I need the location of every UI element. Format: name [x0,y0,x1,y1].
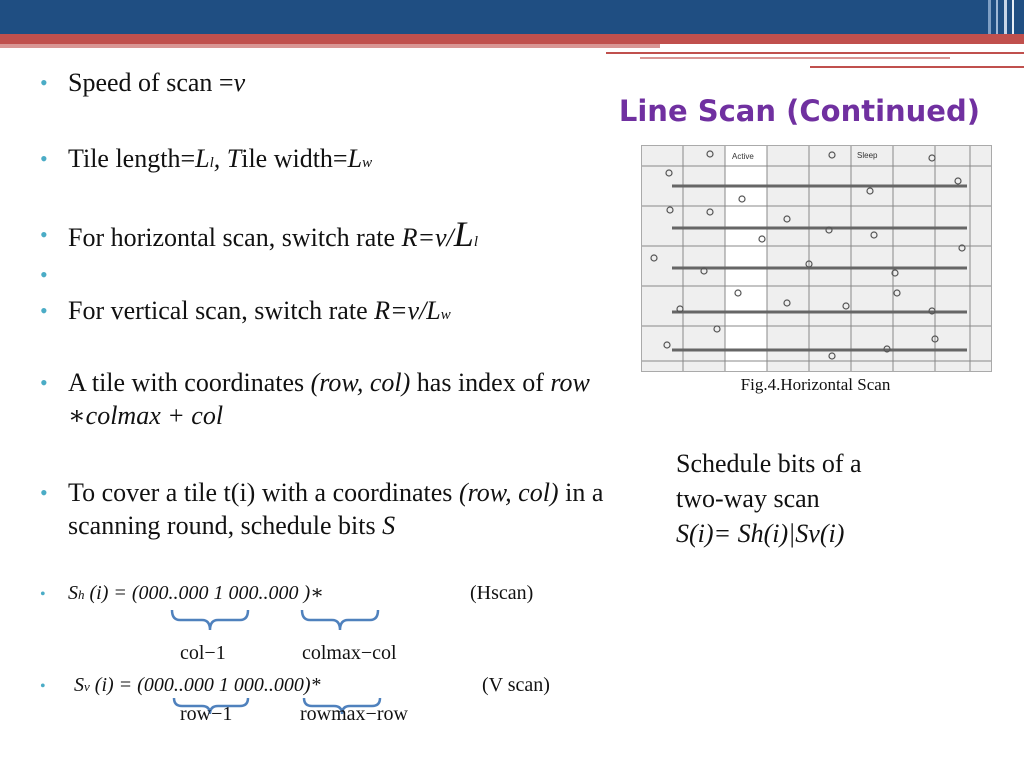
bullet-dot: • [40,146,48,171]
schedule-formula: S(i)= Sh(i)|Sv(i) [676,519,845,548]
formula-tag: (V scan) [482,674,550,696]
active-column [725,146,767,371]
bullet-text: To cover a tile t(i) with a coordinates [68,478,459,507]
figure-caption: Fig.4.Horizontal Scan [740,375,891,394]
bullet-subscript: l [209,155,214,171]
bullet-italic: L [195,144,210,173]
formula-symbol: S [68,582,78,604]
figure-sleep-label: Sleep [857,151,878,160]
label-col-minus-1: col−1 [180,642,226,664]
bullet-text: has index of [410,368,551,397]
schedule-line-2: two-way scan [676,484,820,513]
figure-active-label: Active [732,152,754,161]
label-row-minus-1: row−1 [180,703,233,725]
brace-colmax [302,610,378,630]
formula-expression: (i) = (000..000 1 000..000)* [89,674,321,696]
bullet-text: For vertical scan, switch rate [68,296,375,325]
bullet-subscript: l [473,234,478,250]
bullet-italic: (row, col) [310,368,411,397]
grid-lines [642,146,991,371]
bullet-text: in a scanning round, schedule bits [68,478,604,540]
slide-title: Line Scan (Continued) [618,94,980,128]
bullet-subscript: w [440,307,451,323]
bullet-dot: • [40,298,48,323]
scan-lines [672,186,967,350]
bullet-dot: • [40,586,46,603]
label-rowmax-minus-row: rowmax−row [300,703,408,725]
bullet-italic: (row, col) [458,478,559,507]
bullet-italic: , [213,144,227,173]
brace-col [172,610,248,630]
bullet-dot: • [40,222,48,247]
bullet-dot: • [40,370,48,395]
schedule-note [676,446,976,551]
bullet-italic: R=v/L [374,296,441,325]
formula-symbol: S [74,674,84,696]
braces-h [172,610,378,630]
label-colmax-minus-col: colmax−col [302,642,397,664]
bullet-text: Speed of scan = [68,68,234,97]
bullet-italic: L [347,144,363,173]
bullet-subscript: w [362,155,373,171]
formula-subscript: v [84,679,90,694]
bullet-italic: R=v/ [401,223,454,252]
bullet-text: Tile length= [68,144,196,173]
formula-subscript: h [78,587,85,602]
formula-expression: (i) = (000..000 1 000..000 )∗ [84,582,324,604]
bullet-dot: • [40,262,48,287]
bullet-italic: row ∗colmax + col [68,368,590,430]
schedule-line-1: Schedule bits of a [676,449,862,478]
sensor-nodes [651,151,965,359]
bullet-italic-large: L [453,214,474,254]
bullet-text: ile width= [241,144,348,173]
bullet-dot: • [40,70,48,95]
bullet-text: For horizontal scan, switch rate [68,223,402,252]
formula-tag: (Hscan) [470,582,534,604]
bullet-text: A tile with coordinates [68,368,311,397]
bullet-dot: • [40,678,46,695]
bullet-italic: S [382,511,396,540]
bullet-italic: v [233,68,246,97]
bullet-italic: T [226,144,242,173]
horizontal-scan-figure [641,145,992,372]
scan-grid [642,146,991,371]
bullet-dot: • [40,480,48,505]
